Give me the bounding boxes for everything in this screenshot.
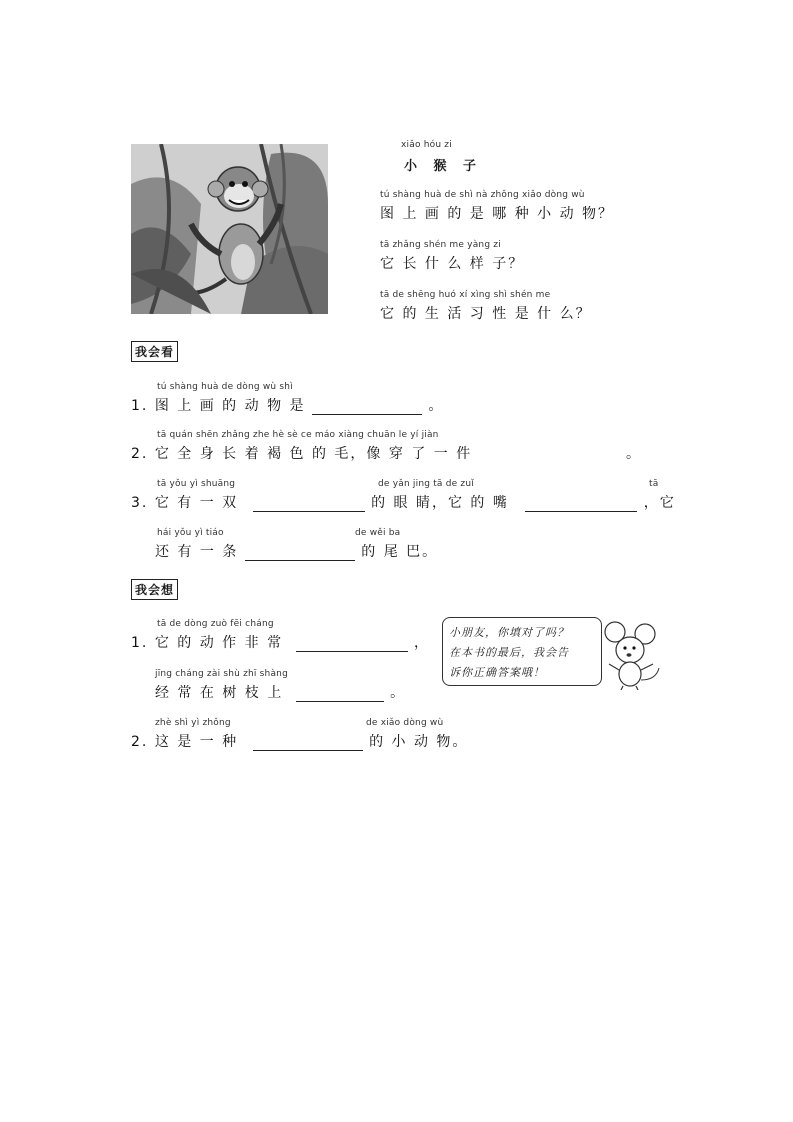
- s2-item1-end: ，: [413, 635, 430, 651]
- s2-item2-answer-blank[interactable]: [296, 687, 384, 702]
- s1-item2-number: 2.: [131, 446, 149, 462]
- s1-item3-text-c: ，它: [643, 495, 676, 511]
- speech-bubble: [442, 617, 602, 686]
- s2-item3-text-a: 这 是 一 种: [154, 734, 239, 750]
- section-label-think: 我会想: [131, 579, 178, 600]
- s2-item1-text: 它 的 动 作 非 常: [154, 635, 284, 651]
- s1-item3-text-b: 的 眼 睛，它 的 嘴: [371, 495, 509, 511]
- s1-item4-pinyin-b: de wěi ba: [355, 528, 401, 538]
- s1-item2: [131, 443, 472, 463]
- s1-item2-pinyin: tā quán shēn zhǎng zhe hè sè ce máo xiàng chuān le yí jiàn: [157, 430, 439, 440]
- s2-item3-answer-blank[interactable]: [253, 736, 363, 751]
- s2-item1-answer-blank[interactable]: [296, 637, 408, 652]
- s1-item3-pinyin-c: tā: [649, 479, 659, 489]
- bubble-line-1: 小朋友，你填对了吗？: [449, 626, 569, 639]
- s1-item3-text-a: 它 有 一 双: [154, 495, 239, 511]
- s2-item2-end: 。: [390, 685, 407, 701]
- s1-item1-number: 1.: [131, 398, 149, 414]
- s1-item4: [155, 541, 438, 561]
- section-label-look: 我会看: [131, 341, 178, 362]
- s2-item1-number: 1.: [131, 635, 149, 651]
- s2-item2-text: 经 常 在 树 枝 上: [155, 685, 284, 701]
- question-3-text: 它 的 生 活 习 性 是 什 么？: [380, 306, 592, 322]
- s2-item3-pinyin-b: de xiǎo dòng wù: [366, 718, 444, 728]
- monkey-jungle-illustration: [131, 144, 328, 314]
- question-2-pinyin: tā zhǎng shén me yàng zi: [380, 240, 501, 250]
- s1-item2-text: 它 全 身 长 着 褐 色 的 毛，像 穿 了 一 件: [154, 446, 473, 462]
- s2-item1-pinyin: tā de dòng zuò fēi cháng: [157, 619, 274, 629]
- s1-item2-end: 。: [626, 446, 645, 462]
- bubble-line-3: 诉你正确答案哦！: [449, 666, 545, 679]
- title-pinyin: xiǎo hóu zi: [401, 140, 452, 150]
- s2-item1: [131, 632, 430, 652]
- s2-item3-pinyin-a: zhè shì yì zhǒng: [155, 718, 231, 728]
- s2-item3: [131, 731, 468, 751]
- s1-item4-text-a: 还 有 一 条: [155, 544, 239, 560]
- question-3-pinyin: tā de shēng huó xí xìng shì shén me: [380, 290, 551, 300]
- s2-item2-pinyin: jīng cháng zài shù zhī shàng: [155, 669, 288, 679]
- s1-item3-pinyin-b: de yǎn jing tā de zuǐ: [378, 479, 474, 489]
- s1-item1-text: 图 上 画 的 动 物 是: [154, 398, 306, 414]
- s1-item2-answer-blank[interactable]: [508, 446, 624, 461]
- s2-item3-text-b: 的 小 动 物。: [369, 734, 469, 750]
- s1-item3-pinyin-a: tā yǒu yì shuāng: [157, 479, 236, 489]
- question-1-pinyin: tú shàng huà de shì nà zhǒng xiǎo dòng wù: [380, 190, 585, 200]
- s1-item4-answer-blank[interactable]: [245, 546, 355, 561]
- s1-item4-text-b: 的 尾 巴。: [361, 544, 439, 560]
- s1-item4-pinyin-a: hái yǒu yì tiáo: [157, 528, 224, 538]
- s2-item2: [155, 682, 406, 702]
- s1-item3-number: 3.: [131, 495, 149, 511]
- question-1-text: 图 上 画 的 是 哪 种 小 动 物？: [380, 206, 615, 222]
- s1-item1-answer-blank[interactable]: [312, 400, 422, 415]
- bubble-line-2: 在本书的最后，我会告: [449, 646, 569, 659]
- question-2-text: 它 长 什 么 样 子？: [380, 256, 525, 272]
- s1-item1-end: 。: [428, 398, 445, 414]
- s1-item1: [131, 395, 444, 415]
- s1-item1-pinyin: tú shàng huà de dòng wù shì: [157, 382, 293, 392]
- s1-item3-answer-blank-1[interactable]: [253, 497, 365, 512]
- mouse-mascot-icon: [601, 620, 663, 690]
- s2-item3-number: 2.: [131, 734, 149, 750]
- s1-item3-answer-blank-2[interactable]: [525, 497, 637, 512]
- page-title: 小 猴 子: [404, 159, 483, 174]
- s1-item3: [131, 492, 676, 512]
